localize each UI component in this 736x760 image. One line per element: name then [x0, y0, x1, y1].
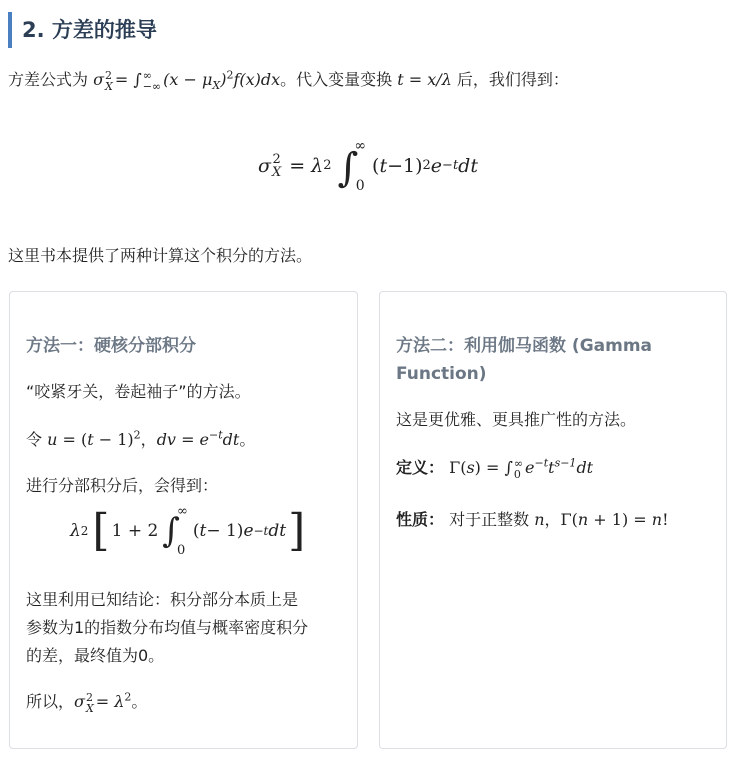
method1-let-line: 令 $u = (t - 1)^2$，dv = $e^{-t}dt$。 [26, 428, 256, 449]
n-variable: n [534, 510, 545, 529]
variance-formula: σ 2 X = ∫ ∞ −∞ $(x - \mu_X)^2f(x)dx$ [93, 68, 281, 93]
methods-intro-text: 这里书本提供了两种计算这个积分的方法。 [8, 246, 313, 265]
intro-middle-text: 。代入变量变换 [280, 70, 393, 89]
dv-definition: dv = $e^{-t}dt$ [156, 428, 240, 449]
method1-quote: “咬紧牙关，卷起袖子”的方法。 [26, 382, 251, 401]
method2-title-1: 方法二：利用伽马函数 (Gamma [396, 336, 653, 356]
intro-tail-text: 后，我们得到： [456, 70, 569, 89]
variance-result: σ 2 X = $\lambda^2$ [74, 690, 132, 715]
gamma-property-line: 性质： 对于正整数 n，Γ(n + 1) = n! [396, 510, 669, 529]
variance-formula-line [8, 66, 569, 94]
method1-title: 方法一：硬核分部积分 [26, 336, 196, 356]
method1-after-text: 进行分部积分后，会得到： [26, 476, 219, 495]
method1-conclusion-2: 参数为1的指数分布均值与概率密度积分 [26, 618, 309, 637]
method2-card [379, 291, 727, 749]
gamma-definition: Γ(s) = ∫ ∞ 0 $e^{-t}t^{s-1}dt$ [449, 456, 594, 481]
u-definition: $u = (t - 1)^2$ [47, 428, 141, 449]
method1-conclusion-1: 这里利用已知结论：积分部分本质上是 [26, 590, 299, 609]
gamma-property: Γ(n + 1) = n! [560, 510, 669, 529]
intro-lead-text: 方差公式为 [8, 70, 89, 89]
display-equation: σ 2 X = λ 2 ∫ ∞ 0 ( t − 1) 2 e −t dt [258, 138, 478, 194]
substitution-formula: t = x/λ [397, 70, 452, 89]
section-heading: 2. 方差的推导 [8, 12, 157, 48]
method1-equation: λ 2 [ 1 + 2 ∫ ∞ 0 ( t − 1) e −t dt ] [70, 504, 306, 558]
method2-title-2: Function) [396, 364, 487, 384]
method1-therefore-line: 所以，σ 2 X = $\lambda^2$。 [26, 690, 148, 715]
gamma-definition-line: 定义： Γ(s) = ∫ ∞ 0 $e^{-t}t^{s-1}dt$ [396, 456, 594, 481]
method1-card [9, 291, 358, 749]
method2-desc: 这是更优雅、更具推广性的方法。 [396, 410, 637, 429]
method1-conclusion-3: 的差，最终值为0。 [26, 646, 165, 665]
